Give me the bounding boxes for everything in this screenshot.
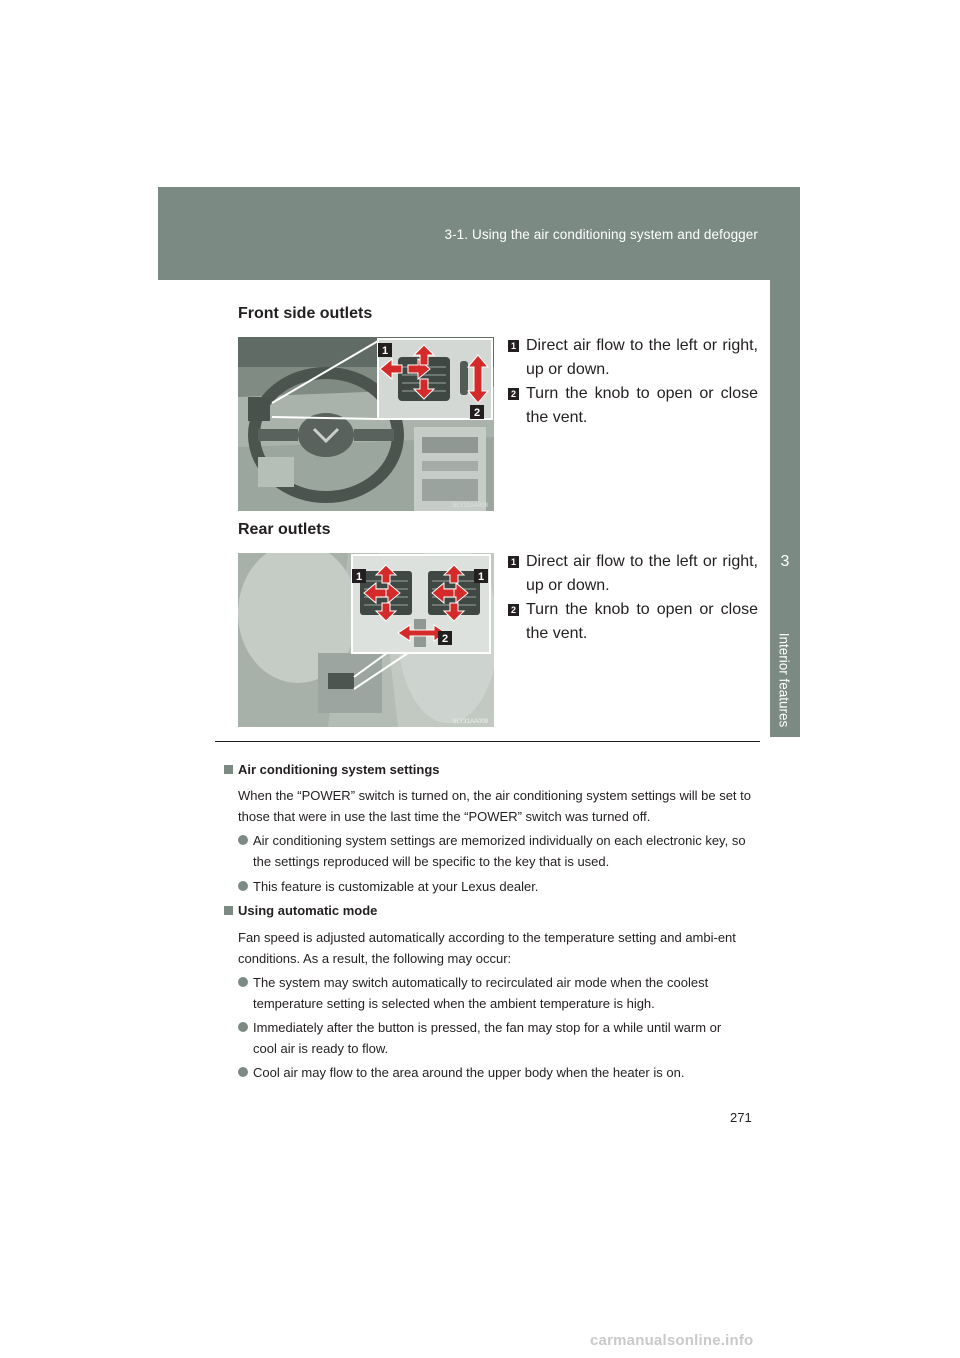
photo-code: SLY31AA009: [452, 719, 488, 725]
step-number-badge: 2: [508, 388, 519, 400]
note-text-automatic-mode: Fan speed is adjusted automatically according to the temperature setting and ambi-ent conditions. As a result, the following may occur:: [238, 930, 736, 966]
section-title-front: Front side outlets: [238, 305, 373, 322]
step-text: Turn the knob to open or close the vent.: [526, 385, 758, 426]
watermark: carmanualsonline.info: [590, 1332, 754, 1349]
front-step-1: [508, 334, 758, 382]
circle-bullet-icon: [238, 1067, 248, 1077]
rear-outlet-photo: [238, 553, 494, 727]
list-item: Immediately after the button is pressed, the fan may stop for a while until warm or cool air is ready to flow.: [238, 1017, 748, 1059]
photo-code: SLY31AA008: [452, 503, 488, 509]
circle-bullet-icon: [238, 881, 248, 891]
svg-text:2: 2: [473, 407, 481, 419]
step-number-badge: 2: [508, 604, 519, 616]
list-item: Cool air may flow to the area around the upper body when the heater is on.: [238, 1062, 748, 1083]
front-outlet-photo: [238, 337, 494, 511]
step-text: Turn the knob to open or close the vent.: [526, 601, 758, 642]
circle-bullet-icon: [238, 835, 248, 845]
step-number-badge: 1: [508, 556, 519, 568]
list-item: This feature is customizable at your Lexus dealer.: [238, 876, 748, 897]
list-item: Air conditioning system settings are memorized individually on each electronic key, so the settings reproduced will be specific to the key that is used.: [238, 830, 748, 872]
side-tab-number: 3: [780, 553, 790, 570]
svg-text:1: 1: [477, 571, 485, 583]
svg-text:2: 2: [441, 633, 449, 645]
step-text: Direct air flow to the left or right, up or down.: [526, 553, 758, 594]
chapter-header: [158, 187, 800, 280]
side-tab-label: Interior features: [776, 632, 792, 728]
circle-bullet-icon: [238, 1022, 248, 1032]
square-bullet-icon: [224, 765, 233, 774]
note-heading-automatic-mode: Using automatic mode: [224, 903, 377, 918]
step-text: Direct air flow to the left or right, up or down.: [526, 337, 758, 378]
note-heading-ac-settings: Air conditioning system settings: [224, 762, 440, 777]
front-step-2: [508, 382, 758, 430]
page-number: 271: [730, 1110, 752, 1125]
chapter-title: 3-1. Using the air conditioning system and defogger: [444, 227, 758, 242]
circle-bullet-icon: [238, 977, 248, 987]
section-divider: [215, 741, 760, 742]
rear-step-2: [508, 598, 758, 646]
square-bullet-icon: [224, 906, 233, 915]
rear-step-1: [508, 550, 758, 598]
note-text-ac-settings: When the “POWER” switch is turned on, the air conditioning system settings will be set to those that were in use the last time the “POWER” switch was turned off.: [238, 788, 751, 824]
step-number-badge: 1: [508, 340, 519, 352]
section-title-rear: Rear outlets: [238, 521, 331, 538]
list-item: The system may switch automatically to recirculated air mode when the coolest temperature setting is selected when the ambient temperature is high.: [238, 972, 748, 1014]
svg-text:1: 1: [381, 345, 389, 357]
svg-text:1: 1: [355, 571, 363, 583]
